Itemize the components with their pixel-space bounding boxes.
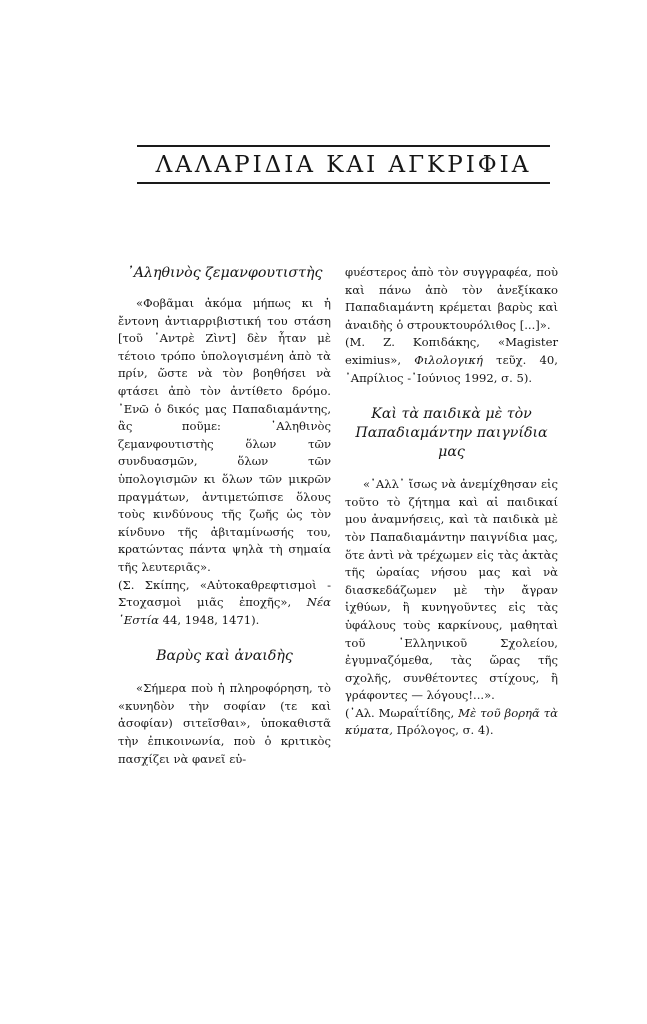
page-title: ΛΑΛΑΡΙΔΙΑ ΚΑΙ ΑΓΚΡΙΦΙΑ [155,152,532,178]
title-rule-top [137,145,550,147]
heading-line-1: Καὶ τὰ παιδικὰ μὲ τὸν [371,406,532,423]
source-citation-skipis [118,577,331,630]
section-heading-zemanfoutistis: ᾿Αληθινὸς ζεμανφουτιστὴς [126,265,323,281]
source-journal: Φιλολογική [414,352,483,367]
source-citation-kopidakis [345,334,558,387]
source-book: Μὲ τοῦ βορηᾶ τὰ κύματα, [345,705,559,738]
source-suffix: Πρόλογος, σ. 4). [392,723,494,738]
right-column [345,264,558,740]
section-heading-paidika [345,405,558,462]
quote-kopidakis-start: «Σήμερα ποὺ ἡ πληροφόρηση, τὸ «κυνηδὸν τὴν σοφίαν (τε καὶ ἀσοφίαν) σιτεῖσθαι», ὑποκαθιστᾶ τὴν ἐπικοινωνία, ποὺ ὁ κριτικὸς πασχίζει νὰ φανεῖ εὐ- [118,681,331,766]
title-rule-bottom [137,182,550,184]
quote-moraitidis: «᾿Αλλ᾿ ἴσως νὰ ἀνεμίχθησαν εἰς τοῦτο τὸ ζήτημα καὶ αἱ παιδικαί μου ἀναμνήσεις, καὶ τὰ παιδικὰ μὲ τὸν Παπαδιαμάντην παιγνίδια μας, ὅτε ἀντὶ νὰ τρέχωμεν εἰς τὰς ἀκτὰς τῆς ὡραίας νήσου μας καὶ νὰ διασκεδάζωμεν μὲ τὴν ἄγραν ἰχθύων, ἢ κυνηγοῦντες εἰς τὰς ὑφάλους τοὺς καρκίνους, μαθηταὶ τοῦ ῾Ελληνικοῦ Σχολείου, ἐγυμναζόμεθα, τὰς ὥρας τῆς σχολῆς, συνθέτοντες στίχους, ἢ γράφοντες — λόγους!...». [345,477,558,703]
source-suffix: τεῦχ. 40, ᾿Απρίλιος -᾿Ιούνιος 1992, σ. 5). [345,352,558,385]
source-suffix: 44, 1948, 1471). [158,612,260,627]
source-journal: Νέα ῾Εστία [118,595,331,627]
left-column [118,264,331,768]
source-prefix: (Σ. Σκίπης, «Αὐτοκαθρεφτισμοὶ - Στοχασμοὶ μιᾶς ἐποχῆς», [118,577,331,610]
quote-skipis: «Φοβᾶμαι ἀκόμα μήπως κι ἡ ἔντονη ἀντιαρριβιστική του στάση [τοῦ ᾿Αντρὲ Ζὶντ] δὲν ἦταν μὲ τέτοιο τρόπο ὑπολογισμένη ἀπὸ τὰ πρίν, ὥστε νὰ τὸν βοηθήσει νὰ φτάσει ἀπὸ τὸν ἀντίθετο δρόμο. ᾿Ενῶ ὁ δικός μας Παπαδιαμάντης, ἂς ποῦμε: ᾿Αληθινὸς ζεμανφουτιστὴς ὅλων τῶν συνδυασμῶν, ὅλων τῶν ὑπολογισμῶν κι ὅλων τῶν μικρῶν πραγμάτων, ἀντιμετώπισε ὅλους τοὺς κινδύνους τῆς ζωῆς ὡς τὸν κίνδυνο τῆς ἀβιταμίνωσής του, κρατώντας πάντα ψηλὰ τὴ σημαία τῆς λευτεριᾶς». [118,296,331,574]
heading-line-2: Παπαδιαμάντην παιγνίδια μας [355,425,548,461]
source-prefix: (᾿Αλ. Μωραΐτίδης, [345,705,459,720]
section-heading-varys: Βαρὺς καὶ ἀναιδὴς [156,648,293,665]
source-citation-moraitidis [345,705,558,740]
quote-kopidakis-end: φυέστερος ἀπὸ τὸν συγγραφέα, ποὺ καὶ πάνω ἀπὸ τὸν ἀνεξίκακο Παπαδιαμάντη κρέμεται βαρὺς καὶ ἀναιδὴς ὁ στρουκτουρόλιθος [...]». [345,265,558,332]
source-prefix: (Μ. Ζ. Κοπιδάκης, «Magister eximius», [345,335,558,367]
